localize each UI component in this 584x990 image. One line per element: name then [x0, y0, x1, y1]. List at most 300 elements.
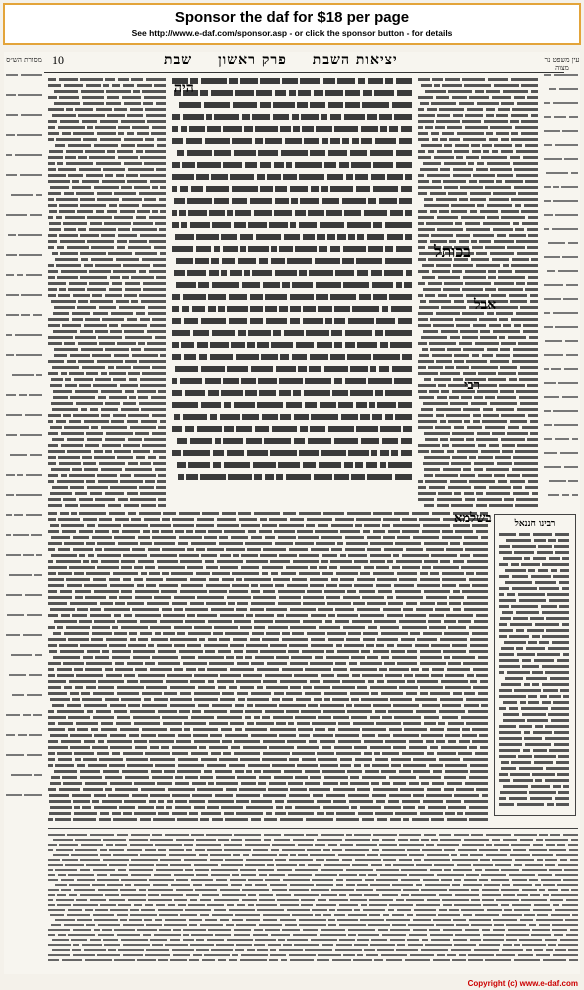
word-mark [226, 788, 237, 791]
word-mark [98, 336, 122, 339]
word-mark [480, 210, 498, 213]
word-mark [501, 869, 519, 871]
word-mark [424, 859, 450, 861]
word-mark [59, 844, 78, 846]
word-mark [310, 102, 325, 108]
word-mark [440, 372, 460, 375]
word-mark [315, 530, 338, 533]
text-line [172, 126, 412, 132]
word-mark [447, 954, 456, 956]
word-mark [485, 396, 495, 399]
text-line [418, 222, 538, 225]
word-mark [183, 934, 189, 936]
word-mark [114, 108, 127, 111]
word-mark [48, 270, 58, 273]
word-mark [262, 638, 279, 641]
word-mark [144, 348, 166, 351]
word-mark [66, 578, 90, 581]
word-mark [220, 698, 235, 701]
word-mark [401, 126, 412, 132]
word-mark [372, 849, 379, 851]
word-mark [499, 689, 512, 692]
word-mark [124, 330, 144, 333]
text-line [48, 294, 166, 297]
word-mark [187, 198, 212, 204]
word-mark [463, 468, 471, 471]
word-mark [66, 162, 93, 165]
word-mark [263, 740, 285, 743]
word-mark [346, 869, 373, 871]
word-mark [97, 132, 116, 135]
text-line [544, 494, 578, 496]
text-line [544, 382, 578, 384]
word-mark [283, 944, 292, 946]
word-mark [138, 396, 148, 399]
word-mark [393, 704, 419, 707]
word-mark [386, 959, 402, 961]
word-mark [121, 879, 147, 881]
word-mark [48, 844, 57, 846]
word-mark [125, 776, 149, 779]
word-mark [153, 450, 166, 453]
word-mark [470, 192, 491, 195]
page-number: 10 [52, 53, 64, 67]
word-mark [508, 426, 519, 429]
word-mark [119, 306, 145, 309]
sponsor-banner[interactable] [3, 3, 581, 45]
word-mark [19, 254, 42, 256]
word-mark [109, 849, 124, 851]
word-mark [338, 402, 353, 408]
word-mark [395, 474, 412, 480]
word-mark [424, 722, 436, 725]
word-mark [97, 879, 119, 881]
word-mark [512, 879, 527, 881]
word-mark [473, 554, 488, 557]
text-line [48, 566, 488, 569]
word-mark [515, 504, 538, 507]
word-mark [312, 722, 336, 725]
word-mark [29, 674, 42, 676]
word-mark [175, 530, 184, 533]
word-mark [520, 701, 526, 704]
text-line [6, 494, 42, 496]
word-mark [390, 698, 412, 701]
word-mark [441, 390, 449, 393]
word-mark [527, 629, 544, 632]
word-mark [499, 779, 510, 782]
word-mark [48, 96, 57, 99]
text-line [172, 450, 412, 456]
word-mark [187, 566, 203, 569]
text-line [6, 134, 42, 136]
word-mark [212, 914, 233, 916]
word-mark [192, 794, 212, 797]
word-mark [96, 710, 111, 713]
word-mark [499, 773, 508, 776]
word-mark [236, 354, 259, 360]
word-mark [350, 150, 367, 156]
text-line [6, 254, 42, 256]
footnotes-block [48, 834, 578, 964]
word-mark [418, 222, 424, 225]
word-mark [556, 803, 569, 806]
text-line [418, 264, 538, 267]
word-mark [482, 889, 499, 891]
word-mark [88, 554, 94, 557]
word-mark [502, 450, 513, 453]
word-mark [370, 716, 380, 719]
text-line [48, 180, 166, 183]
word-mark [207, 806, 219, 809]
word-mark [453, 174, 471, 177]
word-mark [51, 378, 63, 381]
word-mark [172, 246, 193, 252]
word-mark [401, 638, 415, 641]
word-mark [114, 632, 127, 635]
word-mark [251, 590, 260, 593]
word-mark [110, 874, 128, 876]
word-mark [311, 644, 333, 647]
text-line [418, 198, 538, 201]
word-mark [323, 914, 331, 916]
word-mark [279, 854, 288, 856]
word-mark [463, 408, 480, 411]
word-mark [274, 210, 292, 216]
word-mark [250, 608, 264, 611]
word-mark [72, 698, 80, 701]
word-mark [263, 914, 290, 916]
word-mark [247, 698, 269, 701]
word-mark [307, 849, 321, 851]
word-mark [6, 714, 20, 716]
word-mark [171, 572, 193, 575]
word-mark [287, 258, 312, 264]
word-mark [97, 198, 119, 201]
word-mark [270, 560, 290, 563]
word-mark [545, 859, 557, 861]
word-mark [480, 330, 490, 333]
word-mark [334, 378, 342, 384]
word-mark [446, 614, 473, 617]
word-mark [475, 752, 488, 755]
word-mark [319, 246, 327, 252]
word-mark [48, 372, 58, 375]
word-mark [21, 74, 42, 76]
word-mark [536, 954, 550, 956]
word-mark [493, 929, 505, 931]
word-mark [333, 716, 349, 719]
word-mark [99, 342, 115, 345]
word-mark [282, 929, 300, 931]
word-mark [425, 294, 435, 297]
word-mark [525, 144, 538, 147]
word-mark [385, 330, 412, 336]
word-mark [86, 542, 95, 545]
word-mark [65, 378, 71, 381]
word-mark [510, 623, 532, 626]
word-mark [73, 132, 94, 135]
word-mark [70, 354, 90, 357]
word-mark [442, 704, 461, 707]
word-mark [328, 150, 347, 156]
word-mark [393, 864, 414, 866]
word-mark [163, 632, 175, 635]
word-mark [440, 560, 450, 563]
word-mark [54, 354, 67, 357]
word-mark [271, 258, 285, 264]
word-mark [535, 581, 556, 584]
word-mark [426, 548, 444, 551]
word-mark [224, 844, 242, 846]
word-mark [105, 174, 113, 177]
text-line [499, 557, 569, 560]
word-mark [512, 468, 538, 471]
word-mark [259, 530, 272, 533]
word-mark [496, 954, 515, 956]
word-mark [152, 530, 159, 533]
word-mark [105, 438, 125, 441]
text-line [6, 674, 42, 676]
word-mark [178, 904, 186, 906]
word-mark [258, 869, 274, 871]
word-mark [340, 844, 353, 846]
word-mark [264, 438, 291, 444]
word-mark [70, 602, 97, 605]
word-mark [454, 360, 464, 363]
word-mark [48, 518, 56, 521]
word-mark [150, 554, 177, 557]
word-mark [194, 864, 218, 866]
word-mark [505, 581, 532, 584]
keyword-haya: היה [174, 80, 194, 96]
word-mark [181, 342, 194, 348]
word-mark [110, 734, 126, 737]
word-mark [499, 336, 505, 339]
word-mark [402, 354, 412, 360]
word-mark [265, 879, 280, 881]
word-mark [102, 800, 122, 803]
word-mark [214, 899, 239, 901]
word-mark [95, 656, 109, 659]
word-mark [49, 812, 71, 815]
word-mark [125, 336, 152, 339]
word-mark [422, 530, 440, 533]
text-line [418, 480, 538, 483]
word-mark [403, 889, 419, 891]
word-mark [501, 150, 513, 153]
text-line [48, 656, 488, 659]
word-mark [48, 894, 55, 896]
word-mark [20, 174, 42, 176]
word-mark [53, 632, 61, 635]
word-mark [418, 180, 429, 183]
text-line [418, 144, 538, 147]
word-mark [397, 909, 411, 911]
word-mark [284, 234, 300, 240]
word-mark [486, 90, 500, 93]
word-mark [441, 879, 452, 881]
word-mark [319, 566, 327, 569]
word-mark [354, 834, 371, 836]
word-mark [368, 246, 383, 252]
word-mark [343, 626, 365, 629]
word-mark [48, 180, 70, 183]
word-mark [172, 518, 194, 521]
word-mark [221, 864, 243, 866]
word-mark [511, 264, 538, 267]
word-mark [361, 698, 388, 701]
word-mark [55, 144, 65, 147]
word-mark [326, 596, 340, 599]
word-mark [515, 204, 521, 207]
word-mark [377, 638, 398, 641]
word-mark [391, 758, 411, 761]
word-mark [170, 959, 187, 961]
word-mark [87, 438, 102, 441]
word-mark [181, 656, 195, 659]
text-line [48, 162, 166, 165]
text-line [48, 620, 488, 623]
word-mark [114, 614, 121, 617]
word-mark [98, 680, 124, 683]
word-mark [426, 596, 447, 599]
word-mark [528, 216, 538, 219]
word-mark [374, 752, 380, 755]
word-mark [514, 168, 538, 171]
word-mark [379, 366, 389, 372]
word-mark [201, 366, 225, 372]
word-mark [113, 818, 137, 821]
word-mark [247, 548, 261, 551]
keyword-avel: אבל [474, 297, 497, 313]
word-mark [150, 626, 171, 629]
word-mark [432, 668, 444, 671]
word-mark [448, 486, 471, 489]
word-mark [73, 929, 91, 931]
word-mark [517, 102, 538, 105]
word-mark [202, 959, 215, 961]
word-mark [214, 150, 231, 156]
word-mark [571, 839, 578, 841]
word-mark [132, 548, 145, 551]
word-mark [207, 849, 222, 851]
text-line [48, 584, 488, 587]
word-mark [351, 698, 359, 701]
text-line [48, 794, 488, 797]
text-line [418, 162, 538, 165]
word-mark [125, 282, 140, 285]
text-line [6, 534, 42, 536]
word-mark [342, 680, 365, 683]
word-mark [360, 414, 370, 420]
word-mark [294, 944, 319, 946]
word-mark [553, 904, 559, 906]
word-mark [405, 614, 426, 617]
word-mark [554, 74, 578, 76]
word-mark [505, 677, 523, 680]
word-mark [481, 156, 507, 159]
text-line [6, 514, 42, 516]
word-mark [236, 944, 252, 946]
word-mark [572, 438, 578, 440]
word-mark [59, 788, 80, 791]
word-mark [236, 800, 249, 803]
word-mark [134, 186, 150, 189]
word-mark [545, 737, 569, 740]
word-mark [153, 884, 168, 886]
word-mark [262, 716, 270, 719]
word-mark [409, 782, 419, 785]
word-mark [299, 512, 321, 515]
word-mark [329, 909, 335, 911]
text-line [418, 504, 538, 507]
word-mark [544, 116, 551, 118]
word-mark [482, 144, 492, 147]
word-mark [50, 384, 62, 387]
word-mark [377, 578, 397, 581]
word-mark [256, 90, 272, 96]
word-mark [514, 551, 534, 554]
word-mark [363, 638, 375, 641]
word-mark [484, 120, 508, 123]
word-mark [210, 414, 217, 420]
word-mark [448, 722, 464, 725]
word-mark [312, 909, 327, 911]
word-mark [48, 758, 55, 761]
word-mark [321, 869, 343, 871]
word-mark [469, 806, 488, 809]
word-mark [101, 414, 110, 417]
word-mark [115, 844, 127, 846]
word-mark [313, 794, 323, 797]
word-mark [328, 102, 343, 108]
word-mark [441, 746, 467, 749]
word-mark [367, 114, 377, 120]
word-mark [493, 330, 520, 333]
word-mark [418, 228, 435, 231]
word-mark [469, 818, 488, 821]
word-mark [295, 869, 318, 871]
word-mark [376, 318, 395, 324]
word-mark [366, 644, 374, 647]
word-mark [494, 474, 505, 477]
word-mark [516, 611, 539, 614]
word-mark [530, 894, 540, 896]
word-mark [498, 276, 525, 279]
word-mark [158, 812, 169, 815]
word-mark [552, 929, 567, 931]
word-mark [401, 879, 420, 881]
word-mark [558, 864, 578, 866]
word-mark [431, 939, 450, 941]
word-mark [354, 909, 360, 911]
word-mark [472, 354, 479, 357]
word-mark [360, 919, 384, 921]
word-mark [520, 366, 538, 369]
word-mark [278, 939, 285, 941]
word-mark [453, 608, 461, 611]
word-mark [124, 614, 132, 617]
word-mark [274, 162, 284, 168]
word-mark [48, 108, 64, 111]
word-mark [77, 608, 88, 611]
word-mark [185, 620, 205, 623]
word-mark [554, 934, 563, 936]
word-mark [420, 300, 426, 303]
word-mark [418, 372, 438, 375]
word-mark [98, 924, 120, 926]
